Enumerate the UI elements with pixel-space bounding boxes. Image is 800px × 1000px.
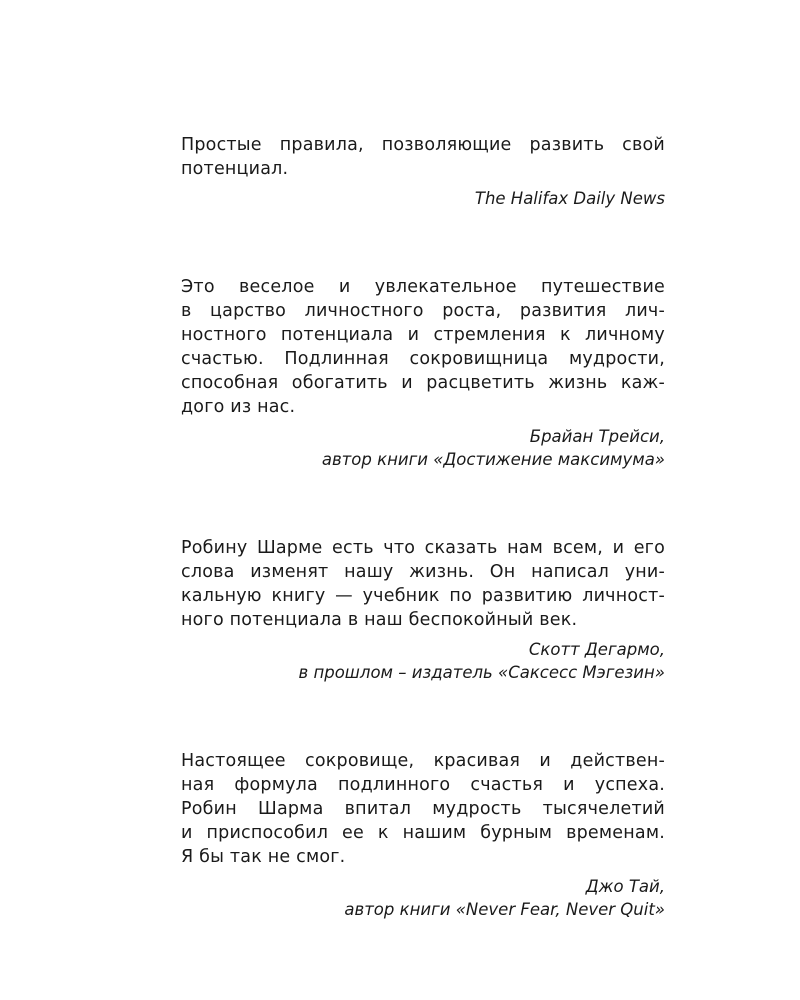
attribution-role: в прошлом – издатель «Саксесс Мэгезин» bbox=[298, 663, 665, 682]
quote-line: Это веселое и увлекательное путешествие bbox=[181, 277, 665, 297]
quote-block-tye bbox=[181, 749, 665, 921]
quote-line: слова изменят нашу жизнь. Он написал уни- bbox=[181, 562, 665, 582]
quote-line: ного потенциала в наш беспокойный век. bbox=[181, 610, 578, 630]
quote-line: и приспособил ее к нашим бурным временам. bbox=[181, 823, 665, 843]
quote-line: Я бы так не смог. bbox=[181, 847, 346, 867]
quote-block-degarmo bbox=[181, 536, 665, 684]
quote-text bbox=[181, 749, 665, 869]
attribution-author: Брайан Трейси, bbox=[529, 427, 665, 446]
quote-attribution bbox=[181, 875, 665, 921]
quote-block-halifax bbox=[181, 133, 665, 210]
attribution-source: The Halifax Daily News bbox=[474, 189, 665, 208]
quote-attribution bbox=[181, 425, 665, 471]
attribution-role: автор книги «Достижение максимума» bbox=[321, 450, 665, 469]
quote-line: кальную книгу — учебник по развитию личност- bbox=[181, 586, 665, 606]
quote-line: Робину Шарме есть что сказать нам всем, и его bbox=[181, 538, 665, 558]
quote-text bbox=[181, 536, 665, 632]
quote-text bbox=[181, 275, 665, 419]
quote-block-tracy bbox=[181, 275, 665, 471]
quote-attribution bbox=[181, 638, 665, 684]
quote-line: в царство личностного роста, развития лич- bbox=[181, 301, 665, 321]
attribution-role: автор книги «Never Fear, Never Quit» bbox=[344, 900, 665, 919]
quote-line: Простые правила, позволяющие развить свой bbox=[181, 135, 665, 155]
quote-attribution bbox=[181, 187, 665, 210]
attribution-author: Джо Тай, bbox=[585, 877, 665, 896]
quote-line: ностного потенциала и стремления к личному bbox=[181, 325, 665, 345]
quote-line: ная формула подлинного счастья и успеха. bbox=[181, 775, 665, 795]
quote-line: Робин Шарма впитал мудрость тысячелетий bbox=[181, 799, 665, 819]
attribution-author: Скотт Дегармо, bbox=[528, 640, 665, 659]
quote-line: способная обогатить и расцветить жизнь каж- bbox=[181, 373, 665, 393]
quote-line: Настоящее сокровище, красивая и действен- bbox=[181, 751, 665, 771]
quote-line: потенциал. bbox=[181, 159, 289, 179]
praise-page bbox=[181, 133, 665, 921]
quote-line: дого из нас. bbox=[181, 397, 296, 417]
quote-line: счастью. Подлинная сокровищница мудрости, bbox=[181, 349, 665, 369]
quote-text bbox=[181, 133, 665, 181]
